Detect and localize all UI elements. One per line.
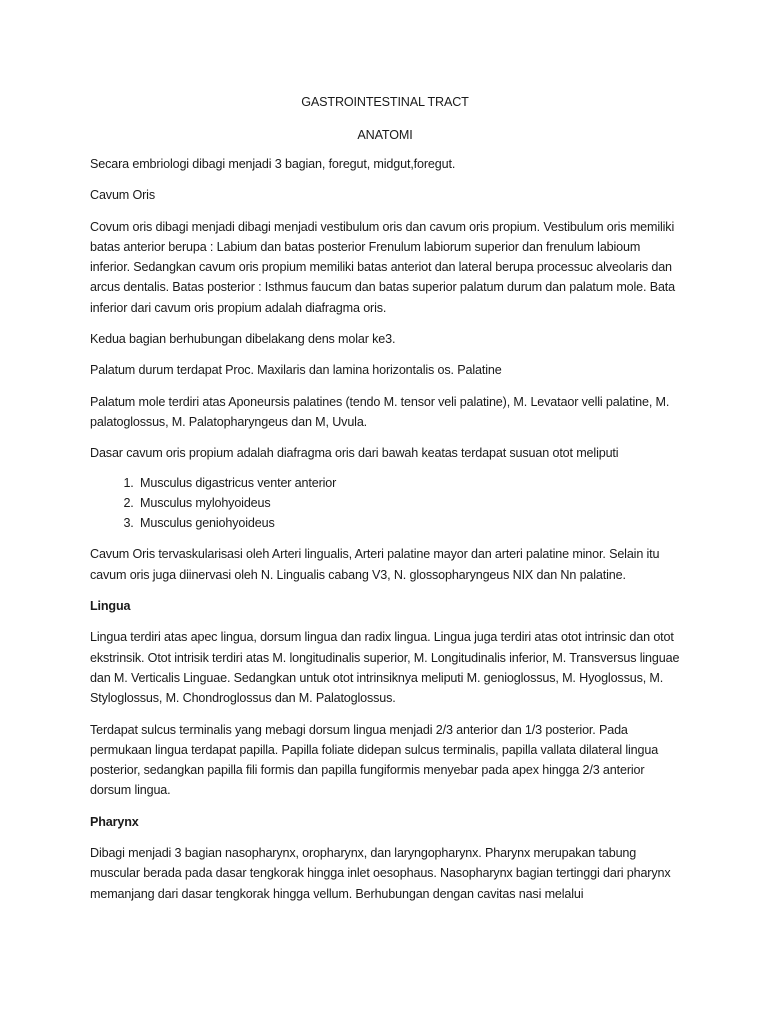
intro-paragraph: Secara embriologi dibagi menjadi 3 bagian, foregut, midgut,foregut.: [90, 157, 456, 171]
paragraph-cavum-4: Palatum mole terdiri atas Aponeursis palatines (tendo M. tensor veli palatine), M. Levataor velli palatine, M. palatoglossus, M. Palatopharyngeus dan M, Uvula.: [90, 394, 670, 429]
list-item: 2. Musculus mylohyoideus: [137, 493, 680, 513]
section-heading-cavum-oris: Cavum Oris: [90, 188, 155, 203]
list-item: 3. Musculus geniohyoideus: [137, 513, 680, 533]
document-page: [90, 92, 680, 915]
paragraph-pharynx-1: Dibagi menjadi 3 bagian nasopharynx, oropharynx, dan laryngopharynx. Pharynx merupakan tabung muscular berada pada dasar tengkorak hingga inlet oesophaus. Nasopharynx bagian tertinggi dari pharynx memanjang dari dasar tengkorak hingga vellum. Berhubungan dengan cavitas nasi melalui: [90, 846, 671, 901]
paragraph-cavum-1: Covum oris dibagi menjadi dibagi menjadi vestibulum oris dan cavum oris propium. Vestibulum oris memiliki batas anterior berupa : Labium dan batas posterior Frenulum labiorum superior dan frenulum labioum inferior. Sedangkan cavum oris propium memiliki batas anteriot dan lateral berupa processuc alveolaris dan arcus dentalis. Batas posterior : Isthmus faucum dan batas superior palatum durum dan palatum mole. Bata inferior dari cavum oris propium adalah diafragma oris.: [90, 219, 676, 315]
muscle-list: [90, 473, 680, 534]
paragraph-cavum-2: Kedua bagian berhubungan dibelakang dens molar ke3.: [90, 332, 396, 347]
paragraph-lingua-1: Lingua terdiri atas apec lingua, dorsum lingua dan radix lingua. Lingua juga terdiri atas otot intrinsic dan otot ekstrinsik. Otot intrisik terdiri atas M. longitudinalis superior, M. Longitudinalis inferior, M. Transversus linguae dan M. Verticalis Linguae. Sedangkan untuk otot intrinsiknya meliputi M. genioglossus, M. Hyoglossus, M. Styloglossus, M. Chondroglossus dan M. Palatoglossus.: [90, 630, 680, 706]
paragraph-lingua-2: Terdapat sulcus terminalis yang mebagi dorsum lingua menjadi 2/3 anterior dan 1/3 posterior. Pada permukaan lingua terdapat papilla. Papilla foliate didepan sulcus terminalis, papilla vallata dilateral lingua posterior, sedangkan papilla fili formis dan papilla fungiformis menyebar pada apex hingga 2/3 anterior dorsum lingua.: [90, 722, 659, 798]
section-heading-lingua: Lingua: [90, 599, 131, 614]
document-title: GASTROINTESTINAL TRACT: [301, 95, 469, 109]
list-item: 1. Musculus digastricus venter anterior: [137, 473, 680, 493]
section-heading-pharynx: Pharynx: [90, 814, 139, 829]
paragraph-cavum-3: Palatum durum terdapat Proc. Maxilaris dan lamina horizontalis os. Palatine: [90, 363, 502, 378]
paragraph-cavum-6: Cavum Oris tervaskularisasi oleh Arteri lingualis, Arteri palatine mayor dan arteri palatine minor. Selain itu cavum oris juga diinervasi oleh N. Lingualis cabang V3, N. glossopharyngeus NIX dan Nn palatine.: [90, 547, 660, 582]
document-subtitle: ANATOMI: [357, 128, 413, 142]
paragraph-cavum-5: Dasar cavum oris propium adalah diafragma oris dari bawah keatas terdapat susuan otot meliputi: [90, 446, 619, 461]
